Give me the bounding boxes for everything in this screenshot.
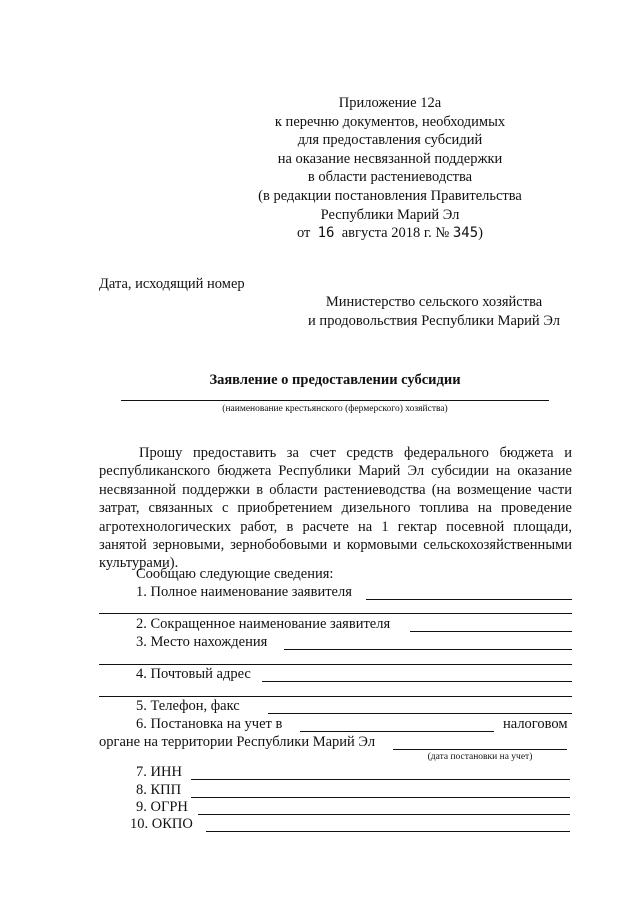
full-name-input-continued[interactable] [99, 613, 572, 614]
appendix-line: Приложение 12а [338, 95, 442, 111]
appendix-line: к перечню документов, необходимых [274, 113, 506, 130]
date-day: 16 [317, 225, 335, 242]
postal-input-continued[interactable] [99, 696, 572, 697]
date-prefix: от [296, 225, 311, 242]
tax-registration-label-end: налоговом [503, 716, 568, 732]
appendix-line: в области растениеводства [307, 169, 473, 186]
appendix-date-line [250, 224, 530, 243]
farm-name-caption: (наименование крестьянского (фермерского) хозяйства) [222, 404, 448, 414]
short-name-input[interactable] [410, 631, 572, 632]
close-paren: ) [478, 225, 484, 242]
appendix-line: для предоставления субсидий [297, 132, 483, 149]
ogrn-input[interactable] [198, 814, 570, 815]
okpo-input[interactable] [206, 831, 570, 832]
location-input[interactable] [284, 649, 572, 650]
tax-office-input[interactable] [300, 731, 494, 732]
date-month-year: августа 2018 г. № [341, 225, 450, 242]
inn-label: 7. ИНН [136, 764, 182, 780]
recipient-line-2: и продовольствия Республики Марий Эл [308, 312, 560, 329]
ogrn-label: 9. ОГРН [136, 799, 188, 815]
postal-input[interactable] [262, 681, 572, 682]
appendix-line: на оказание несвязанной поддержки [277, 150, 503, 167]
full-name-input[interactable] [366, 599, 572, 600]
recipient-block [296, 293, 572, 330]
phone-input[interactable] [268, 713, 572, 714]
appendix-line: (в редакции постановления Правительства [258, 187, 522, 204]
kpp-input[interactable] [191, 797, 570, 798]
tax-registration-label-cont: органе на территории Республики Марий Эл [99, 734, 376, 750]
appendix-line: Республики Марий Эл [320, 206, 460, 223]
resolution-number: 345 [452, 225, 479, 242]
date-outgoing-label: Дата, исходящий номер [99, 276, 245, 292]
appendix-header [250, 94, 530, 243]
request-paragraph: Прошу предоставить за счет средств федерального бюджета и республиканского бюджета Республики Марий Эл субсидии на оказание несвязанной поддержки в области растениеводства (на возмещение части затрат, связанных с приобретением дизельного топлива на проведение агротехнологических работ, в расчете на 1 гектар посевной площади, занятой зерновыми, зернобобовыми и кормовыми сельскохозяйственными культурами). [99, 445, 572, 572]
okpo-label: 10. ОКПО [130, 816, 193, 832]
postal-label: 4. Почтовый адрес [136, 666, 251, 682]
farm-name-line[interactable] [121, 400, 549, 401]
phone-label: 5. Телефон, факс [136, 698, 240, 714]
full-name-label: 1. Полное наименование заявителя [136, 584, 352, 600]
kpp-label: 8. КПП [136, 782, 182, 798]
tax-registration-label: 6. Постановка на учет в [136, 716, 283, 732]
recipient-line-1: Министерство сельского хозяйства [325, 294, 543, 310]
inn-input[interactable] [191, 779, 570, 780]
document-title: Заявление о предоставлении субсидии [209, 372, 461, 388]
location-label: 3. Место нахождения [136, 634, 268, 650]
location-input-continued[interactable] [99, 664, 572, 665]
tax-date-input[interactable] [393, 749, 567, 750]
info-intro: Сообщаю следующие сведения: [136, 566, 334, 582]
tax-date-caption: (дата постановки на учет) [427, 752, 533, 762]
short-name-label: 2. Сокращенное наименование заявителя [136, 616, 391, 632]
